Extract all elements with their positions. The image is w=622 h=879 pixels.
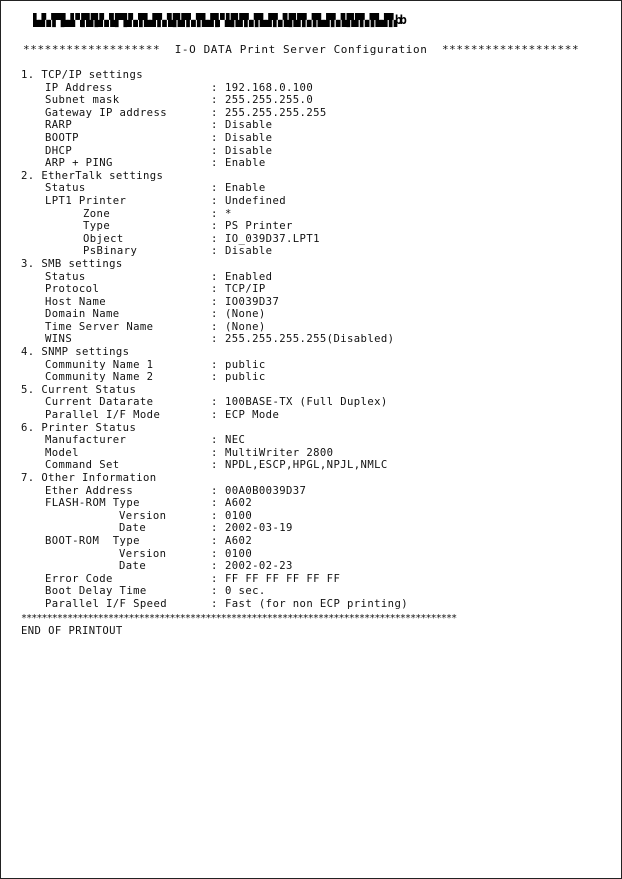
colon-separator: : bbox=[211, 270, 218, 283]
config-label: BOOTP bbox=[45, 131, 79, 144]
config-label: BOOT-ROM Type bbox=[45, 534, 140, 547]
config-value: 255.255.255.255(Disabled) bbox=[225, 333, 395, 346]
config-value: Disable bbox=[225, 245, 273, 258]
config-value: Enabled bbox=[225, 270, 273, 283]
end-of-printout: END OF PRINTOUT bbox=[21, 625, 123, 637]
config-label: Ether Address bbox=[45, 484, 134, 497]
config-row bbox=[21, 321, 611, 334]
colon-separator: : bbox=[211, 572, 218, 585]
config-value: public bbox=[225, 371, 266, 384]
config-row bbox=[21, 485, 611, 498]
config-value: 00A0B0039D37 bbox=[225, 484, 307, 497]
config-row bbox=[21, 510, 611, 523]
config-row bbox=[21, 598, 611, 611]
config-value: 0100 bbox=[225, 547, 253, 560]
section-heading bbox=[21, 346, 611, 359]
colon-separator: : bbox=[211, 409, 218, 422]
colon-separator: : bbox=[211, 144, 218, 157]
config-row bbox=[21, 371, 611, 384]
title-stars-right: ******************* bbox=[441, 43, 580, 56]
config-label: Status bbox=[45, 270, 86, 283]
config-row bbox=[21, 233, 611, 246]
colon-separator: : bbox=[211, 396, 218, 409]
config-label: Parallel I/F Mode bbox=[45, 409, 161, 422]
config-label: Version bbox=[119, 547, 167, 560]
config-row bbox=[21, 359, 611, 372]
colon-separator: : bbox=[211, 106, 218, 119]
config-row bbox=[21, 182, 611, 195]
config-value: Enable bbox=[225, 157, 266, 170]
colon-separator: : bbox=[211, 94, 218, 107]
colon-separator: : bbox=[211, 245, 218, 258]
config-row bbox=[21, 308, 611, 321]
config-row bbox=[21, 208, 611, 221]
config-label: Subnet mask bbox=[45, 94, 120, 107]
colon-separator: : bbox=[211, 358, 218, 371]
config-row bbox=[21, 535, 611, 548]
config-value: (None) bbox=[225, 308, 266, 321]
colon-separator: : bbox=[211, 81, 218, 94]
colon-separator: : bbox=[211, 194, 218, 207]
section-title: 4. SNMP settings bbox=[21, 346, 130, 359]
colon-separator: : bbox=[211, 207, 218, 220]
config-row bbox=[21, 459, 611, 472]
config-row bbox=[21, 497, 611, 510]
config-label: IP Address bbox=[45, 81, 113, 94]
colon-separator: : bbox=[211, 283, 218, 296]
config-row bbox=[21, 447, 611, 460]
colon-separator: : bbox=[211, 333, 218, 346]
section-title: 2. EtherTalk settings bbox=[21, 169, 164, 182]
config-label: DHCP bbox=[45, 144, 73, 157]
config-value: 0100 bbox=[225, 509, 253, 522]
separator-line: ************************************************************************************* bbox=[21, 613, 457, 624]
config-label: PsBinary bbox=[83, 245, 138, 258]
colon-separator: : bbox=[211, 308, 218, 321]
config-label: Host Name bbox=[45, 295, 107, 308]
colon-separator: : bbox=[211, 509, 218, 522]
config-row bbox=[21, 333, 611, 346]
config-value: IO_039D37.LPT1 bbox=[225, 232, 320, 245]
config-label: Protocol bbox=[45, 283, 100, 296]
config-value: PS Printer bbox=[225, 220, 293, 233]
garbled-header-line: ▙▟▚▞▛▜▙▟▞▚▛▙▜▟▚▞▙▛▜▟▚▞▛▙▟▜▚▞▙▛▟▜▚▞▛▙▟▜▞▚▙▛▟▜▚▞▛▙▟▜▚▞▙▛▟▜▚▞▛▙▟▜▚▞▙▛▟▜▚▞▛▙▟▜▚bb bbox=[33, 13, 405, 27]
config-value: FF FF FF FF FF FF bbox=[225, 572, 341, 585]
config-value: 255.255.255.0 bbox=[225, 94, 314, 107]
section-heading bbox=[21, 170, 611, 183]
config-value: TCP/IP bbox=[225, 283, 266, 296]
colon-separator: : bbox=[211, 131, 218, 144]
report-title: I-O DATA Print Server Configuration bbox=[174, 43, 428, 56]
colon-separator: : bbox=[211, 522, 218, 535]
config-value: Undefined bbox=[225, 194, 287, 207]
config-row bbox=[21, 94, 611, 107]
config-listing bbox=[21, 69, 611, 611]
config-label: Manufacturer bbox=[45, 434, 127, 447]
config-label: Current Datarate bbox=[45, 396, 154, 409]
config-value: 0 sec. bbox=[225, 585, 266, 598]
section-title: 6. Printer Status bbox=[21, 421, 137, 434]
colon-separator: : bbox=[211, 534, 218, 547]
section-heading bbox=[21, 422, 611, 435]
config-label: LPT1 Printer bbox=[45, 194, 127, 207]
config-label: Zone bbox=[83, 207, 111, 220]
config-row bbox=[21, 434, 611, 447]
config-row bbox=[21, 220, 611, 233]
config-value: Disable bbox=[225, 131, 273, 144]
config-label: Time Server Name bbox=[45, 320, 154, 333]
config-row bbox=[21, 283, 611, 296]
colon-separator: : bbox=[211, 585, 218, 598]
config-value: ECP Mode bbox=[225, 409, 280, 422]
colon-separator: : bbox=[211, 232, 218, 245]
config-label: Object bbox=[83, 232, 124, 245]
config-row bbox=[21, 119, 611, 132]
colon-separator: : bbox=[211, 434, 218, 447]
colon-separator: : bbox=[211, 320, 218, 333]
config-label: Gateway IP address bbox=[45, 106, 168, 119]
colon-separator: : bbox=[211, 446, 218, 459]
config-row bbox=[21, 548, 611, 561]
config-value: Fast (for non ECP printing) bbox=[225, 597, 409, 610]
config-row bbox=[21, 82, 611, 95]
config-label: Domain Name bbox=[45, 308, 120, 321]
config-value: 192.168.0.100 bbox=[225, 81, 314, 94]
colon-separator: : bbox=[211, 547, 218, 560]
config-value: A602 bbox=[225, 534, 253, 547]
config-label: FLASH-ROM Type bbox=[45, 497, 140, 510]
section-title: 1. TCP/IP settings bbox=[21, 69, 144, 81]
colon-separator: : bbox=[211, 459, 218, 472]
config-row bbox=[21, 409, 611, 422]
config-row bbox=[21, 396, 611, 409]
config-value: 2002-02-23 bbox=[225, 560, 293, 573]
config-value: MultiWriter 2800 bbox=[225, 446, 334, 459]
config-label: Type bbox=[83, 220, 111, 233]
config-label: Parallel I/F Speed bbox=[45, 597, 168, 610]
section-heading bbox=[21, 258, 611, 271]
section-heading bbox=[21, 384, 611, 397]
colon-separator: : bbox=[211, 119, 218, 132]
config-value: 100BASE-TX (Full Duplex) bbox=[225, 396, 388, 409]
config-row bbox=[21, 132, 611, 145]
section-title: 3. SMB settings bbox=[21, 257, 123, 270]
section-title: 5. Current Status bbox=[21, 383, 137, 396]
colon-separator: : bbox=[211, 157, 218, 170]
config-row bbox=[21, 522, 611, 535]
config-row bbox=[21, 157, 611, 170]
colon-separator: : bbox=[211, 560, 218, 573]
colon-separator: : bbox=[211, 295, 218, 308]
config-value: Disable bbox=[225, 144, 273, 157]
colon-separator: : bbox=[211, 597, 218, 610]
config-value: A602 bbox=[225, 497, 253, 510]
section-heading bbox=[21, 472, 611, 485]
config-row bbox=[21, 245, 611, 258]
config-row bbox=[21, 195, 611, 208]
config-value: Enable bbox=[225, 182, 266, 195]
colon-separator: : bbox=[211, 497, 218, 510]
config-label: Date bbox=[119, 522, 147, 535]
config-value: NPDL,ESCP,HPGL,NPJL,NMLC bbox=[225, 459, 388, 472]
config-label: Error Code bbox=[45, 572, 113, 585]
colon-separator: : bbox=[211, 220, 218, 233]
config-row bbox=[21, 296, 611, 309]
config-row bbox=[21, 271, 611, 284]
section-title: 7. Other Information bbox=[21, 472, 157, 484]
config-label: Boot Delay Time bbox=[45, 585, 147, 598]
config-value: IO039D37 bbox=[225, 295, 280, 308]
config-label: Model bbox=[45, 446, 79, 459]
config-label: Community Name 2 bbox=[45, 371, 154, 384]
section-heading bbox=[21, 69, 611, 82]
config-value: Disable bbox=[225, 119, 273, 132]
colon-separator: : bbox=[211, 484, 218, 497]
title-stars-left: ******************* bbox=[23, 43, 161, 56]
config-label: ARP + PING bbox=[45, 157, 113, 170]
config-row bbox=[21, 585, 611, 598]
config-label: Command Set bbox=[45, 459, 120, 472]
config-label: Version bbox=[119, 509, 167, 522]
config-row bbox=[21, 573, 611, 586]
colon-separator: : bbox=[211, 371, 218, 384]
config-value: 255.255.255.255 bbox=[225, 106, 327, 119]
config-label: WINS bbox=[45, 333, 73, 346]
config-label: RARP bbox=[45, 119, 73, 132]
config-row bbox=[21, 145, 611, 158]
config-label: Date bbox=[119, 560, 147, 573]
config-value: * bbox=[225, 207, 232, 220]
config-value: public bbox=[225, 358, 266, 371]
config-value: 2002-03-19 bbox=[225, 522, 293, 535]
config-value: (None) bbox=[225, 320, 266, 333]
config-row bbox=[21, 560, 611, 573]
config-label: Community Name 1 bbox=[45, 358, 154, 371]
config-label: Status bbox=[45, 182, 86, 195]
report-title-line bbox=[23, 43, 579, 56]
config-row bbox=[21, 107, 611, 120]
config-value: NEC bbox=[225, 434, 246, 447]
colon-separator: : bbox=[211, 182, 218, 195]
